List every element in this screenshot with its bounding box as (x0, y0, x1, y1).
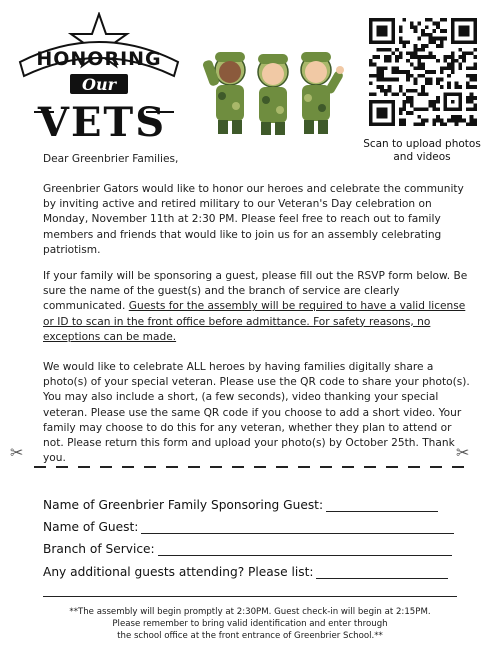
footer-note (30, 606, 470, 642)
cut-line (34, 466, 466, 468)
paragraph-2-id-requirement: Guests for the assembly will be required to have a valid license or ID to scan in the front office before admittance. For safety reasons, no exceptions can be made. (43, 300, 466, 343)
logo-word-our: Our (82, 75, 116, 94)
branch-blank[interactable] (158, 545, 452, 556)
footer-line-3: the school office at the front entrance of Greenbrier School.** (117, 631, 383, 641)
branch-label: Branch of Service: (43, 542, 155, 556)
letter-paragraph-1: Greenbrier Gators would like to honor our heroes and celebrate the community by inviting active and retired military to our Veteran's Day celebration on Monday, November 11th at 2:30 PM. Please feel free to reach out to family members and friends that would like to join us for an assembly celebrating patriotism. (43, 183, 464, 256)
letter-paragraph-3: We would like to celebrate ALL heroes by having families digitally share a photo(s) of your special veteran. Please use the QR code to share your photo(s). You may also include a short, (a few seconds), video thanking your special veteran. Please use the same QR code if you choose to add a short video. Your family may choose to do this for any veteran, whether they plan to attend or not. Please return this form and upload your photo(s) by October 25th. Thank you. (43, 361, 470, 465)
soldiers-illustration (198, 40, 348, 140)
sponsor-label: Name of Greenbrier Family Sponsoring Guest: (43, 498, 324, 512)
scissors-icon: ✂ (10, 443, 24, 462)
qr-caption-line1: Scan to upload photos (363, 138, 481, 150)
additional-guests-field[interactable] (43, 565, 448, 579)
footer-line-2: Please remember to bring valid identification and enter through (112, 619, 388, 629)
footer-line-1: **The assembly will begin promptly at 2:30PM. Guest check-in will begin at 2:15PM. (69, 607, 431, 617)
branch-field[interactable] (43, 542, 452, 556)
honoring-our-vets-logo (14, 12, 184, 140)
additional-guests-blank[interactable] (316, 568, 448, 579)
letter-paragraph-2 (43, 269, 471, 345)
scissors-icon: ✂ (456, 443, 470, 462)
additional-guests-extra-line[interactable] (43, 596, 457, 597)
soldier-middle (258, 54, 288, 135)
qr-caption-line2: and videos (393, 151, 451, 163)
guest-field[interactable] (43, 520, 454, 534)
logo-word-honoring: HONORING (36, 48, 162, 70)
sponsor-field[interactable] (43, 498, 438, 512)
guest-label: Name of Guest: (43, 520, 139, 534)
sponsor-blank[interactable] (326, 501, 438, 512)
additional-guests-label: Any additional guests attending? Please list: (43, 565, 314, 579)
letter-greeting: Dear Greenbrier Families, (43, 153, 179, 165)
qr-code[interactable] (369, 18, 477, 126)
logo-word-vets: VETS (37, 99, 167, 140)
soldier-left (202, 52, 245, 134)
guest-blank[interactable] (141, 523, 454, 534)
soldier-right (301, 52, 344, 134)
paragraph-2-text: If your family will be sponsoring a guest, please fill out the RSVP form below. Be sure the name of the guest(s) and the branch of service are clearly communicated. (43, 270, 468, 313)
